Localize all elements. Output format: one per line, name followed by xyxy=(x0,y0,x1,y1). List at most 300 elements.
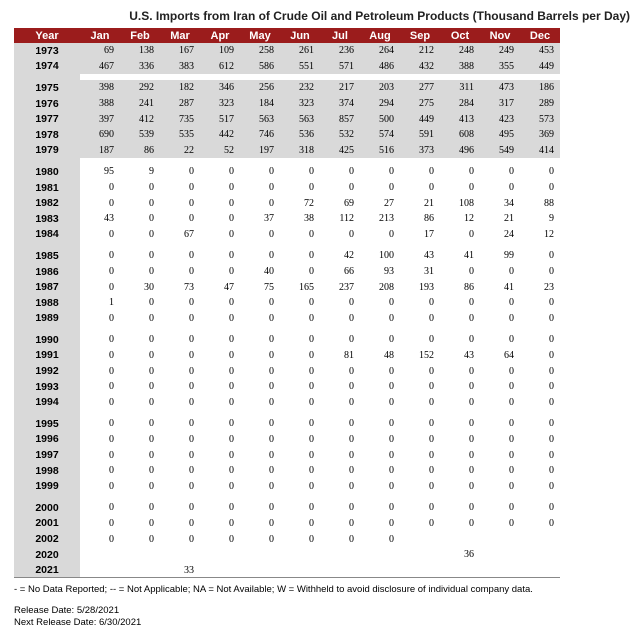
value-cell: 0 xyxy=(349,396,354,408)
value-cell: 0 xyxy=(269,228,274,240)
value-cell: 0 xyxy=(389,480,394,492)
value-cell: 0 xyxy=(229,334,234,346)
value-cell: 284 xyxy=(440,96,480,112)
value-cell xyxy=(480,547,520,563)
value-cell: 0 xyxy=(429,182,434,194)
value-cell: 0 xyxy=(149,334,154,346)
value-cell: 64 xyxy=(504,349,514,361)
table-row xyxy=(14,500,560,516)
value-cell: 0 xyxy=(229,418,234,430)
value-cell: 0 xyxy=(549,250,554,262)
value-cell: 0 xyxy=(149,533,154,545)
value-cell: 0 xyxy=(309,166,314,178)
value-cell: 0 xyxy=(429,365,434,377)
value-cell: 69 xyxy=(344,197,354,209)
value-cell: 0 xyxy=(389,334,394,346)
value-cell: 0 xyxy=(229,197,234,209)
value-cell: 0 xyxy=(349,381,354,393)
value-cell: 73 xyxy=(184,281,194,293)
value-cell: 0 xyxy=(429,312,434,324)
value-cell: 0 xyxy=(229,250,234,262)
table-row xyxy=(14,80,560,96)
value-cell: 22 xyxy=(160,143,200,159)
value-cell: 0 xyxy=(429,480,434,492)
value-cell: 0 xyxy=(469,228,474,240)
year-cell: 2001 xyxy=(14,516,80,532)
value-cell: 532 xyxy=(320,127,360,143)
value-cell: 0 xyxy=(269,533,274,545)
value-cell: 0 xyxy=(269,197,274,209)
table-row xyxy=(14,379,560,395)
value-cell xyxy=(400,547,440,563)
column-header: Oct xyxy=(440,28,480,43)
value-cell: 0 xyxy=(109,228,114,240)
value-cell: 746 xyxy=(240,127,280,143)
value-cell: 0 xyxy=(309,266,314,278)
value-cell: 0 xyxy=(269,517,274,529)
value-cell: 0 xyxy=(349,533,354,545)
value-cell: 0 xyxy=(109,502,114,514)
value-cell xyxy=(440,562,480,578)
year-cell: 1996 xyxy=(14,432,80,448)
value-cell: 67 xyxy=(184,228,194,240)
table-row xyxy=(14,180,560,196)
value-cell: 735 xyxy=(160,111,200,127)
value-cell: 0 xyxy=(109,418,114,430)
value-cell: 414 xyxy=(520,143,560,159)
year-cell: 1979 xyxy=(14,143,80,159)
value-cell: 535 xyxy=(160,127,200,143)
value-cell: 41 xyxy=(504,281,514,293)
year-cell: 1999 xyxy=(14,478,80,494)
value-cell: 0 xyxy=(389,166,394,178)
value-cell: 0 xyxy=(229,433,234,445)
value-cell: 37 xyxy=(264,213,274,225)
value-cell: 449 xyxy=(400,111,440,127)
value-cell: 398 xyxy=(80,80,120,96)
value-cell: 109 xyxy=(200,43,240,59)
value-cell: 0 xyxy=(549,365,554,377)
table-row xyxy=(14,447,560,463)
table-row xyxy=(14,248,560,264)
value-cell: 0 xyxy=(309,334,314,346)
value-cell: 0 xyxy=(109,182,114,194)
value-cell: 21 xyxy=(504,213,514,225)
value-cell: 294 xyxy=(360,96,400,112)
value-cell: 449 xyxy=(520,59,560,75)
year-cell: 1989 xyxy=(14,311,80,327)
value-cell: 0 xyxy=(229,465,234,477)
next-release-date: Next Release Date: 6/30/2021 xyxy=(14,617,142,628)
value-cell: 0 xyxy=(229,517,234,529)
value-cell: 0 xyxy=(109,250,114,262)
year-cell: 1975 xyxy=(14,80,80,96)
value-cell: 0 xyxy=(229,449,234,461)
value-cell: 0 xyxy=(549,182,554,194)
value-cell: 184 xyxy=(240,96,280,112)
value-cell: 0 xyxy=(149,517,154,529)
release-info xyxy=(14,605,141,629)
value-cell: 0 xyxy=(189,502,194,514)
value-cell: 0 xyxy=(549,418,554,430)
value-cell: 0 xyxy=(309,465,314,477)
table-row xyxy=(14,348,560,364)
value-cell: 442 xyxy=(200,127,240,143)
value-cell: 0 xyxy=(469,166,474,178)
value-cell: 0 xyxy=(309,182,314,194)
value-cell: 0 xyxy=(509,266,514,278)
value-cell: 237 xyxy=(339,281,354,293)
value-cell: 0 xyxy=(509,396,514,408)
value-cell: 336 xyxy=(120,59,160,75)
value-cell: 0 xyxy=(229,182,234,194)
value-cell: 0 xyxy=(389,381,394,393)
value-cell: 467 xyxy=(80,59,120,75)
column-header: Aug xyxy=(360,28,400,43)
value-cell: 0 xyxy=(429,449,434,461)
footnote: - = No Data Reported; -- = Not Applicable; NA = Not Available; W = Withheld to avoid disclosure of individual company data. xyxy=(14,584,533,595)
value-cell: 17 xyxy=(424,228,434,240)
value-cell: 0 xyxy=(189,449,194,461)
table-row xyxy=(14,295,560,311)
year-cell: 1983 xyxy=(14,211,80,227)
value-cell xyxy=(480,562,520,578)
value-cell: 0 xyxy=(189,266,194,278)
value-cell: 0 xyxy=(309,396,314,408)
value-cell: 292 xyxy=(120,80,160,96)
value-cell: 69 xyxy=(80,43,120,59)
value-cell: 27 xyxy=(384,197,394,209)
value-cell: 0 xyxy=(549,334,554,346)
value-cell: 0 xyxy=(269,166,274,178)
value-cell: 0 xyxy=(149,297,154,309)
value-cell: 563 xyxy=(240,111,280,127)
value-cell: 0 xyxy=(349,449,354,461)
value-cell: 0 xyxy=(269,465,274,477)
value-cell: 0 xyxy=(189,312,194,324)
table-row xyxy=(14,127,560,143)
value-cell: 0 xyxy=(389,297,394,309)
value-cell: 0 xyxy=(429,396,434,408)
value-cell xyxy=(320,547,360,563)
value-cell: 0 xyxy=(109,281,114,293)
value-cell: 0 xyxy=(429,465,434,477)
table-title: U.S. Imports from Iran of Crude Oil and Petroleum Products (Thousand Barrels per Day) xyxy=(129,9,630,23)
value-cell: 0 xyxy=(349,480,354,492)
imports-table xyxy=(14,28,560,578)
value-cell: 453 xyxy=(520,43,560,59)
header-row xyxy=(14,28,560,43)
value-cell: 0 xyxy=(189,213,194,225)
value-cell: 0 xyxy=(549,480,554,492)
value-cell: 212 xyxy=(400,43,440,59)
value-cell: 93 xyxy=(384,266,394,278)
value-cell: 690 xyxy=(80,127,120,143)
value-cell: 112 xyxy=(339,213,354,225)
table-row xyxy=(14,143,560,159)
column-header: Year xyxy=(14,28,80,43)
value-cell: 0 xyxy=(349,312,354,324)
value-cell: 0 xyxy=(269,381,274,393)
value-cell: 0 xyxy=(189,166,194,178)
value-cell: 0 xyxy=(509,517,514,529)
value-cell: 0 xyxy=(309,381,314,393)
value-cell: 586 xyxy=(240,59,280,75)
table-row xyxy=(14,416,560,432)
year-cell: 1994 xyxy=(14,394,80,410)
value-cell: 539 xyxy=(120,127,160,143)
year-cell: 2020 xyxy=(14,547,80,563)
value-cell: 0 xyxy=(149,449,154,461)
table-row xyxy=(14,111,560,127)
value-cell: 425 xyxy=(320,143,360,159)
value-cell: 0 xyxy=(429,334,434,346)
value-cell: 213 xyxy=(379,213,394,225)
value-cell: 0 xyxy=(349,517,354,529)
value-cell: 0 xyxy=(549,396,554,408)
value-cell: 47 xyxy=(224,281,234,293)
value-cell xyxy=(480,531,520,547)
value-cell: 0 xyxy=(389,502,394,514)
value-cell: 0 xyxy=(149,182,154,194)
value-cell: 48 xyxy=(384,349,394,361)
year-cell: 1974 xyxy=(14,59,80,75)
value-cell: 571 xyxy=(320,59,360,75)
value-cell: 0 xyxy=(509,297,514,309)
value-cell: 0 xyxy=(109,197,114,209)
value-cell: 0 xyxy=(309,297,314,309)
value-cell: 0 xyxy=(109,365,114,377)
value-cell: 0 xyxy=(349,502,354,514)
value-cell: 0 xyxy=(189,465,194,477)
value-cell: 311 xyxy=(440,80,480,96)
value-cell: 423 xyxy=(480,111,520,127)
value-cell: 0 xyxy=(509,182,514,194)
value-cell xyxy=(80,562,120,578)
table-row xyxy=(14,394,560,410)
value-cell: 573 xyxy=(520,111,560,127)
value-cell: 0 xyxy=(189,297,194,309)
value-cell: 0 xyxy=(189,182,194,194)
value-cell: 0 xyxy=(189,396,194,408)
year-cell: 1977 xyxy=(14,111,80,127)
value-cell: 0 xyxy=(349,365,354,377)
value-cell: 0 xyxy=(429,517,434,529)
value-cell: 43 xyxy=(104,213,114,225)
value-cell: 0 xyxy=(269,334,274,346)
value-cell: 0 xyxy=(229,533,234,545)
value-cell: 0 xyxy=(189,197,194,209)
value-cell: 0 xyxy=(509,365,514,377)
value-cell: 287 xyxy=(160,96,200,112)
value-cell: 248 xyxy=(440,43,480,59)
value-cell: 0 xyxy=(549,312,554,324)
value-cell: 232 xyxy=(280,80,320,96)
value-cell: 549 xyxy=(480,143,520,159)
table-row xyxy=(14,195,560,211)
year-cell: 1998 xyxy=(14,463,80,479)
value-cell: 496 xyxy=(440,143,480,159)
value-cell xyxy=(120,547,160,563)
value-cell: 0 xyxy=(109,266,114,278)
year-cell: 1995 xyxy=(14,416,80,432)
column-header: Feb xyxy=(120,28,160,43)
year-cell: 1985 xyxy=(14,248,80,264)
column-header: Jan xyxy=(80,28,120,43)
value-cell: 608 xyxy=(440,127,480,143)
value-cell: 12 xyxy=(464,213,474,225)
column-header: Sep xyxy=(400,28,440,43)
value-cell: 369 xyxy=(520,127,560,143)
value-cell: 0 xyxy=(269,449,274,461)
value-cell: 0 xyxy=(389,228,394,240)
value-cell: 516 xyxy=(360,143,400,159)
value-cell: 318 xyxy=(280,143,320,159)
value-cell: 317 xyxy=(480,96,520,112)
value-cell: 81 xyxy=(344,349,354,361)
value-cell: 0 xyxy=(509,312,514,324)
value-cell: 0 xyxy=(269,297,274,309)
value-cell: 75 xyxy=(264,281,274,293)
value-cell: 40 xyxy=(264,266,274,278)
value-cell: 0 xyxy=(549,517,554,529)
value-cell: 0 xyxy=(469,517,474,529)
value-cell xyxy=(200,562,240,578)
value-cell: 0 xyxy=(549,381,554,393)
column-header: Jul xyxy=(320,28,360,43)
value-cell: 388 xyxy=(440,59,480,75)
value-cell: 0 xyxy=(309,349,314,361)
value-cell: 0 xyxy=(309,502,314,514)
value-cell: 86 xyxy=(120,143,160,159)
year-cell: 1984 xyxy=(14,227,80,243)
value-cell: 0 xyxy=(469,480,474,492)
value-cell: 0 xyxy=(429,297,434,309)
value-cell: 0 xyxy=(309,250,314,262)
value-cell: 0 xyxy=(109,465,114,477)
value-cell: 0 xyxy=(229,213,234,225)
value-cell: 495 xyxy=(480,127,520,143)
value-cell: 0 xyxy=(189,365,194,377)
value-cell: 0 xyxy=(469,297,474,309)
value-cell: 186 xyxy=(520,80,560,96)
value-cell: 88 xyxy=(544,197,554,209)
value-cell: 0 xyxy=(269,312,274,324)
value-cell xyxy=(80,547,120,563)
value-cell: 0 xyxy=(309,312,314,324)
release-date: Release Date: 5/28/2021 xyxy=(14,605,120,616)
value-cell: 0 xyxy=(309,449,314,461)
table-row xyxy=(14,164,560,180)
value-cell: 0 xyxy=(389,312,394,324)
value-cell: 197 xyxy=(240,143,280,159)
value-cell: 0 xyxy=(349,334,354,346)
value-cell: 0 xyxy=(269,480,274,492)
value-cell xyxy=(520,562,560,578)
value-cell: 0 xyxy=(469,465,474,477)
value-cell: 0 xyxy=(549,297,554,309)
year-cell: 1988 xyxy=(14,295,80,311)
value-cell: 0 xyxy=(469,182,474,194)
value-cell: 0 xyxy=(149,197,154,209)
value-cell: 413 xyxy=(440,111,480,127)
value-cell: 857 xyxy=(320,111,360,127)
value-cell: 500 xyxy=(360,111,400,127)
value-cell: 0 xyxy=(309,365,314,377)
table-row xyxy=(14,279,560,295)
value-cell: 0 xyxy=(549,349,554,361)
value-cell xyxy=(320,562,360,578)
value-cell xyxy=(160,547,200,563)
value-cell: 0 xyxy=(149,312,154,324)
value-cell: 0 xyxy=(349,433,354,445)
value-cell: 261 xyxy=(280,43,320,59)
table-row xyxy=(14,531,560,547)
value-cell: 42 xyxy=(344,250,354,262)
value-cell: 208 xyxy=(379,281,394,293)
value-cell: 0 xyxy=(149,213,154,225)
value-cell: 0 xyxy=(509,433,514,445)
value-cell: 0 xyxy=(149,480,154,492)
value-cell: 0 xyxy=(269,433,274,445)
value-cell: 275 xyxy=(400,96,440,112)
value-cell: 99 xyxy=(504,250,514,262)
value-cell: 323 xyxy=(200,96,240,112)
value-cell: 0 xyxy=(149,250,154,262)
value-cell: 0 xyxy=(469,433,474,445)
value-cell: 23 xyxy=(544,281,554,293)
value-cell xyxy=(360,562,400,578)
value-cell: 52 xyxy=(200,143,240,159)
year-cell: 1987 xyxy=(14,279,80,295)
value-cell: 0 xyxy=(149,418,154,430)
value-cell: 0 xyxy=(269,418,274,430)
value-cell: 0 xyxy=(309,433,314,445)
value-cell: 0 xyxy=(429,381,434,393)
value-cell: 0 xyxy=(109,533,114,545)
value-cell: 1 xyxy=(109,297,114,309)
value-cell: 0 xyxy=(429,502,434,514)
value-cell: 0 xyxy=(109,312,114,324)
value-cell: 0 xyxy=(509,418,514,430)
value-cell: 0 xyxy=(509,449,514,461)
value-cell: 0 xyxy=(349,228,354,240)
year-cell: 1986 xyxy=(14,264,80,280)
value-cell: 0 xyxy=(509,381,514,393)
value-cell: 0 xyxy=(149,228,154,240)
value-cell xyxy=(400,531,440,547)
value-cell: 0 xyxy=(269,349,274,361)
value-cell: 0 xyxy=(549,502,554,514)
value-cell: 152 xyxy=(419,349,434,361)
value-cell: 0 xyxy=(229,480,234,492)
value-cell: 0 xyxy=(109,480,114,492)
value-cell: 9 xyxy=(149,166,154,178)
value-cell: 0 xyxy=(269,502,274,514)
value-cell: 0 xyxy=(309,418,314,430)
value-cell: 612 xyxy=(200,59,240,75)
value-cell: 0 xyxy=(229,297,234,309)
value-cell: 0 xyxy=(469,381,474,393)
value-cell: 108 xyxy=(459,197,474,209)
value-cell: 258 xyxy=(240,43,280,59)
value-cell: 0 xyxy=(189,334,194,346)
footer-divider xyxy=(14,577,560,578)
value-cell: 0 xyxy=(109,433,114,445)
value-cell: 0 xyxy=(389,517,394,529)
value-cell: 0 xyxy=(549,433,554,445)
value-cell: 0 xyxy=(509,465,514,477)
